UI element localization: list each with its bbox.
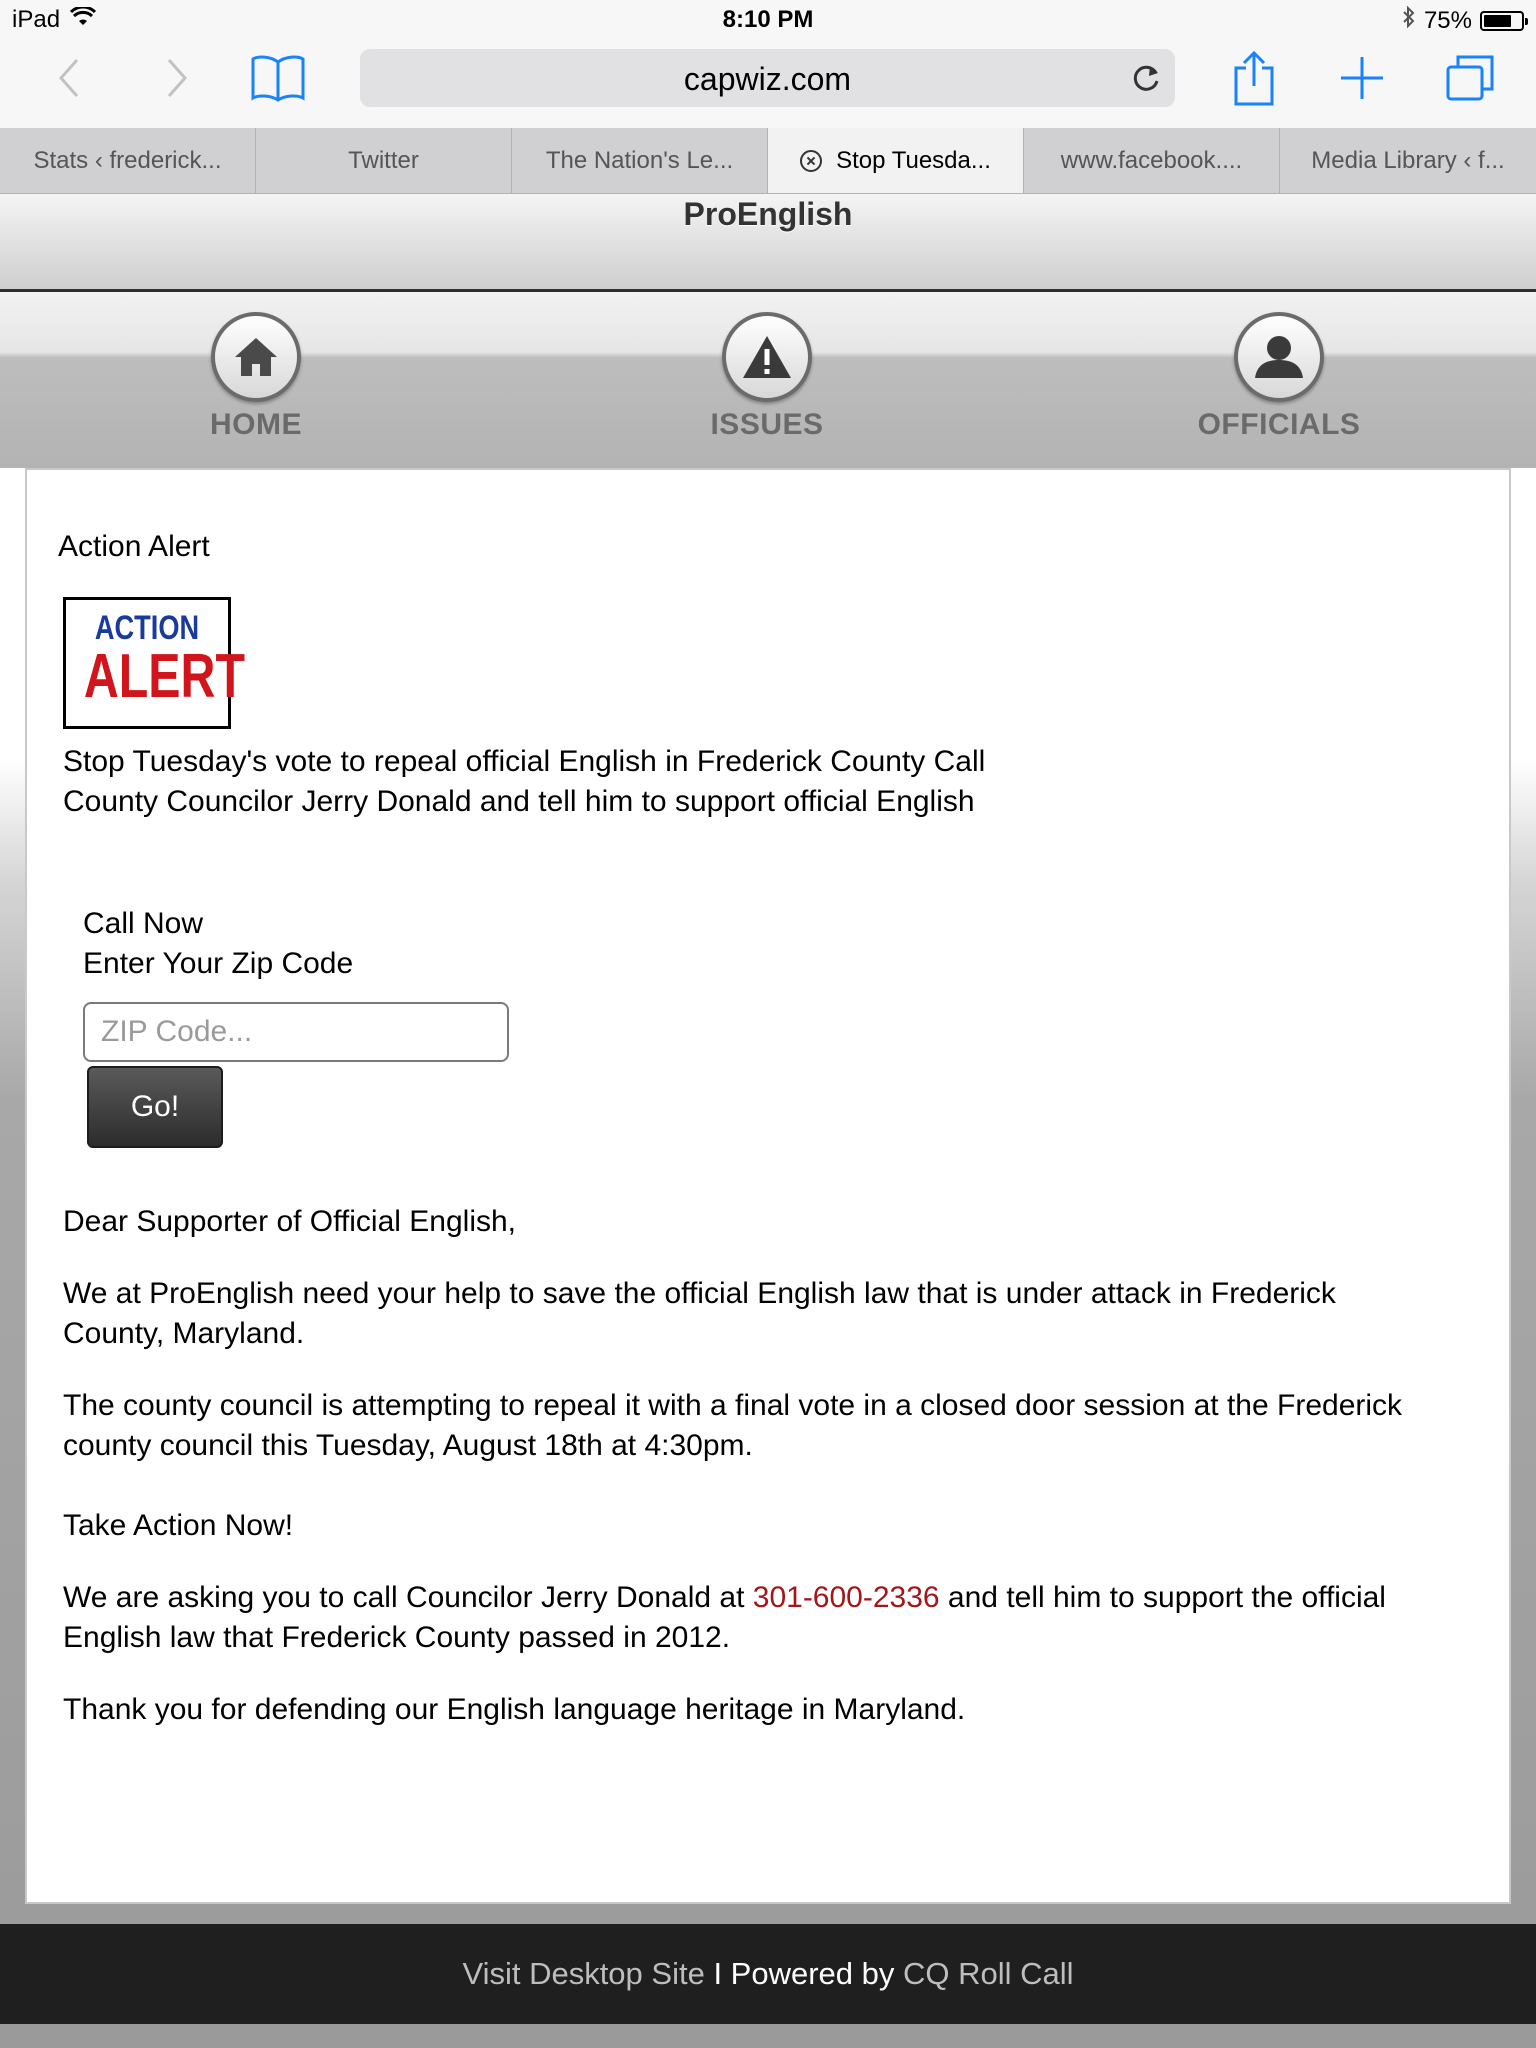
letter-paragraph-1: We at ProEnglish need your help to save the official English law that is under attack in Frederick County, Maryland.	[63, 1277, 1336, 1350]
action-alert-heading: Action Alert	[58, 530, 210, 563]
site-nav	[0, 292, 1536, 468]
tab-stop-tuesday[interactable]	[768, 128, 1024, 193]
zip-code-input[interactable]	[83, 1002, 509, 1062]
site-footer	[0, 1924, 1536, 2024]
share-icon[interactable]	[1224, 48, 1284, 108]
letter-thank-you: Thank you for defending our English language heritage in Maryland.	[63, 1693, 966, 1726]
powered-by-text: Powered by	[730, 1956, 903, 1991]
battery-percent: 75%	[1423, 6, 1472, 34]
site-header	[0, 194, 1536, 292]
tab-label: Stats ‹ frederick...	[33, 146, 222, 174]
browser-toolbar	[0, 40, 1536, 128]
tab-bar	[0, 128, 1536, 194]
tab-label: Twitter	[348, 146, 419, 174]
tab-label: Media Library ‹ f...	[1311, 146, 1505, 174]
alert-summary: Stop Tuesday's vote to repeal official English in Frederick County Call County Councilor Jerry Donald and tell him to support official English	[63, 745, 986, 818]
battery-icon	[1480, 11, 1524, 31]
status-time: 8:10 PM	[722, 6, 814, 33]
nav-officials-label: OFFICIALS	[1197, 408, 1361, 441]
tab-label: Stop Tuesda...	[836, 146, 991, 174]
device-name: iPad	[12, 6, 61, 33]
tab-twitter[interactable]	[256, 128, 512, 193]
site-title: ProEnglish	[683, 196, 853, 232]
nav-issues[interactable]	[667, 312, 867, 442]
home-icon	[211, 312, 301, 402]
nav-home-label: HOME	[210, 408, 302, 441]
letter-take-action: Take Action Now!	[63, 1509, 294, 1542]
back-icon[interactable]	[40, 48, 100, 108]
nav-officials[interactable]	[1179, 312, 1379, 442]
letter-paragraph-2: The county council is attempting to repeal it with a final vote in a closed door session at the Frederick county council this Tuesday, August 18th at 4:30pm.	[63, 1389, 1403, 1462]
nav-home[interactable]	[156, 312, 356, 442]
tab-media-library[interactable]	[1280, 128, 1536, 193]
reload-icon[interactable]	[1129, 61, 1163, 95]
tab-label: www.facebook....	[1060, 146, 1243, 174]
status-right	[1402, 6, 1524, 35]
call-now-box	[83, 904, 353, 984]
bluetooth-icon	[1402, 6, 1416, 35]
letter-paragraph-call	[63, 1578, 1443, 1658]
battery-fill	[1484, 15, 1511, 27]
letter-body	[63, 1202, 1443, 1730]
tabs-overview-icon[interactable]	[1440, 48, 1500, 108]
nav-issues-label: ISSUES	[710, 408, 824, 441]
enter-zip-label: Enter Your Zip Code	[83, 947, 354, 980]
call-text-after: and tell him to support the official English law that Frederick County passed in 2012.	[63, 1581, 1386, 1654]
footer-separator: I	[704, 1956, 731, 1991]
forward-icon[interactable]	[146, 48, 206, 108]
status-bar	[0, 0, 1536, 40]
phone-link[interactable]: 301-600-2336	[752, 1581, 940, 1614]
bookmarks-icon[interactable]	[248, 48, 308, 108]
close-tab-icon[interactable]	[800, 150, 822, 172]
tab-label: The Nation's Le...	[545, 146, 734, 174]
tab-facebook[interactable]	[1024, 128, 1280, 193]
action-alert-logo	[63, 597, 246, 729]
call-text-before: We are asking you to call Councilor Jerry Donald at	[63, 1581, 753, 1614]
address-url: capwiz.com	[683, 61, 852, 97]
logo-line-2: ALERT	[83, 642, 246, 711]
main-content	[25, 468, 1511, 1904]
person-icon	[1234, 312, 1324, 402]
cq-roll-call-link[interactable]: CQ Roll Call	[903, 1956, 1074, 1991]
tab-nations-league[interactable]	[512, 128, 768, 193]
visit-desktop-link[interactable]: Visit Desktop Site	[462, 1956, 705, 1991]
tab-stats[interactable]	[0, 128, 256, 193]
address-bar[interactable]	[360, 49, 1175, 107]
call-now-label: Call Now	[83, 907, 204, 940]
warning-icon	[722, 312, 812, 402]
go-button[interactable]: Go!	[87, 1066, 223, 1148]
new-tab-icon[interactable]	[1332, 48, 1392, 108]
logo-line-1: ACTION	[94, 609, 200, 647]
letter-greeting: Dear Supporter of Official English,	[63, 1205, 517, 1238]
